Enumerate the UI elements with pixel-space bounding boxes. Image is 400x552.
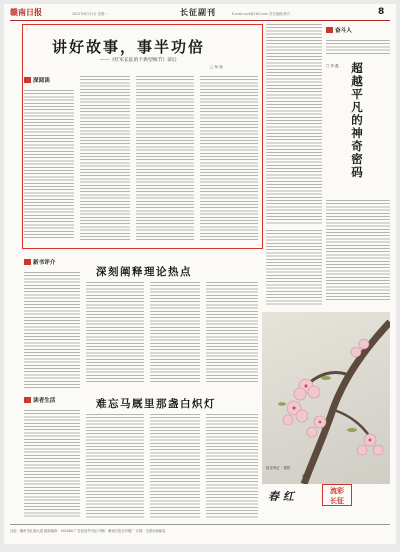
footer-rule [10,524,390,525]
photo-credit: 晓 华 [302,474,311,478]
article-text-column [266,230,322,306]
article-text-column [206,282,258,382]
article-text-column [326,40,390,56]
date-line: 2021年6月21日 星期一 [72,12,108,16]
tag-marker-icon [326,27,333,33]
photo-caption: 桃花映红 · 摄影 [266,466,291,470]
section-tag-deep-read: 深阅读 [24,76,50,84]
mid-article-headline: 深刻阐释理论热点 [96,266,192,278]
newspaper-page [4,4,396,544]
section-tag-reader-life: 读者生活 [24,396,55,404]
blossom-photo [262,312,390,484]
calligraphy-signature: 春 红 [268,490,294,503]
bottom-article-headline: 难忘马厩里那盏白炽灯 [96,398,216,410]
tag-marker-icon [24,397,31,403]
article-text-column [86,414,144,518]
sidebar-byline: □ 李 鑫 [326,64,339,68]
footer-imprint: 社址：赣州市红旗大道 邮政编码：341000 广告经营许可证 印刷：赣南日报社印刷厂 订阅：全国各地邮局 [10,529,166,533]
section-tag-book-review: 新书评介 [24,258,55,266]
header-info: E-mail:cszs@163.com 责任编辑/校对 [232,12,291,16]
sidebar-vertical-title: 超越平凡的神奇密码 [350,62,364,179]
section-tag-struggler: 奋斗人 [326,26,352,34]
lead-article-subhead: ——《红军长征的个典型细节》读后 [100,58,177,63]
column-logo: 流彩 长征 [322,484,352,506]
article-text-column [206,414,258,518]
article-text-column [150,282,200,382]
lead-article-headline: 讲好故事，事半功倍 [52,38,206,56]
article-text-column [24,410,80,518]
section-title: 长征副刊 [180,8,216,17]
article-text-column [24,272,80,388]
blossom-branch-icon [262,312,390,484]
page-number: 8 [378,7,385,17]
header-rule [10,20,390,21]
article-text-column [86,282,144,382]
lead-article-byline: □ 杨 晓 [210,65,223,69]
article-text-column [266,24,322,224]
article-text-column [150,414,200,518]
article-text-column [326,200,390,300]
tag-marker-icon [24,259,31,265]
masthead-logo: 赣南日报 [10,7,42,17]
